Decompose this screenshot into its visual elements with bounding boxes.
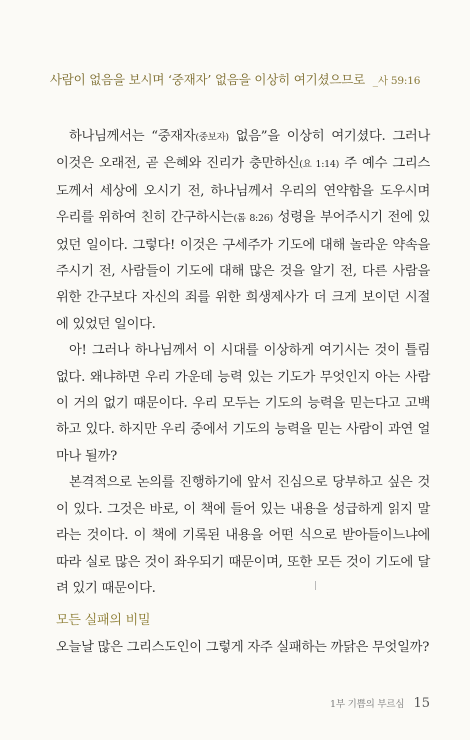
epigraph bbox=[28, 70, 442, 88]
body-text bbox=[56, 124, 430, 602]
paragraph-3: 본격적으로 논의를 진행하기에 앞서 진심으로 당부하고 싶은 것이 있다. 그것은 바로, 이 책에 들어 있는 내용을 성급하게 읽지 말라는 것이다. 이 책에 기록된 내용을 어떤 식으로 받아들이느냐에 따라 실로 많은 것이 좌우되기 때문이며, 또한 모든 것이 기도에 달려 있기 때문이다. bbox=[56, 475, 430, 596]
paragraph-1-part-3: 주 예수 그리스도께서 세상에 오시기 전, 하나님께서 우리의 연약함을 도우시며 우리를 위하여 친히 간구하시는 bbox=[56, 156, 430, 226]
paragraph-1-part-1: 하나님께서는 “중재자 bbox=[69, 129, 196, 144]
inline-note-mediator: (중보자) bbox=[195, 132, 229, 143]
running-title: 1부 기쁨의 부르심 bbox=[329, 699, 405, 710]
epigraph-text: 사람이 없음을 보시며 ‘중재자’ 없음을 이상히 여기셨으므로 bbox=[49, 72, 366, 87]
paragraph-1 bbox=[56, 124, 430, 338]
inline-reference-romans: (롬 8:26) bbox=[233, 213, 273, 225]
paragraph-1-part-2: 없음”을 이상히 여기셨다. 그러나 이것은 오래전, 곧 은혜와 진리가 충만하신 bbox=[56, 129, 430, 172]
section-heading: 모든 실패의 비밀 bbox=[56, 613, 151, 628]
paragraph-2: 아! 그러나 하나님께서 이 시대를 이상하게 여기시는 것이 틀림없다. 왜냐하면 우리 가운데 능력 있는 기도가 무엇인지 아는 사람이 거의 없기 때문이다. 우리 모두는 기도의 능력을 믿는다고 고백하고 있다. 하지만 우리 중에서 기도의 능력을 믿는 사람이 과연 얼마나 될까? bbox=[56, 343, 430, 464]
page-footer bbox=[330, 696, 430, 711]
divider-mark bbox=[315, 581, 316, 590]
page-number: 15 bbox=[413, 696, 430, 711]
section-text: 오늘날 많은 그리스도인이 그렇게 자주 실패하는 까닭은 무엇일까? bbox=[56, 640, 430, 655]
inline-reference-john: (요 1:14) bbox=[299, 159, 340, 171]
epigraph-reference: _사 59:16 bbox=[372, 75, 421, 87]
paragraph-1-part-4: 성령을 부어주시기 전에 있었던 일이다. 그렇다! 이것은 구세주가 기도에 대해 놀라운 약속을 주시기 전, 사람들이 기도에 대해 많은 것을 알기 전, 다른 사람을 위한 간구보다 자신의 죄를 위한 희생제사가 더 크게 보이던 시절에 있었던 일이다. bbox=[56, 210, 430, 332]
